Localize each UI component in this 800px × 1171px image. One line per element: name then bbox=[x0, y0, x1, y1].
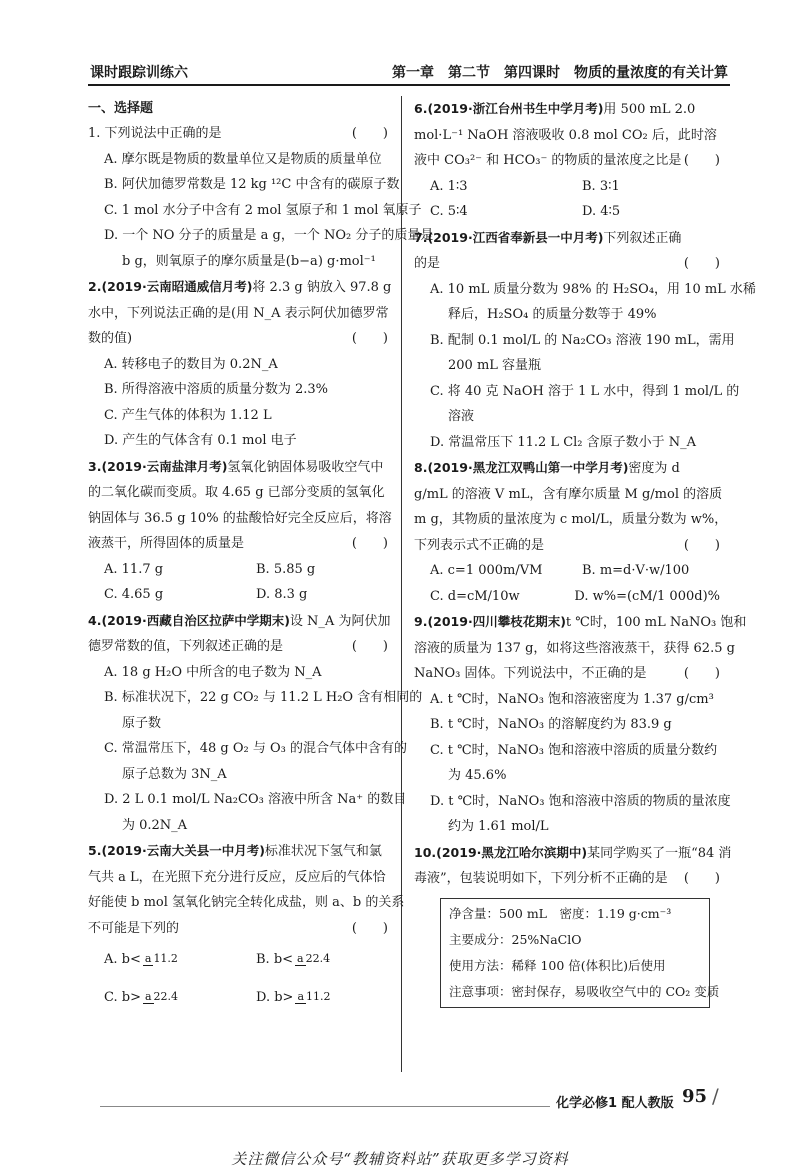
q5-options-cd bbox=[88, 979, 388, 1017]
header-left: 课时跟踪训练六 bbox=[90, 65, 188, 81]
q5-stem: 5.(2019·云南大关县一中月考)标准状况下氢气和氯 bbox=[88, 843, 382, 859]
q7-option-c-cont: 溶液 bbox=[448, 409, 475, 424]
fraction: a 22.4 bbox=[297, 952, 331, 965]
q6-options-ab bbox=[414, 174, 720, 200]
q7-option-a: A. 10 mL 质量分数为 98% 的 H₂SO₄，用 10 mL 水稀 bbox=[430, 281, 756, 297]
q6-stem-cont: mol·L⁻¹ NaOH 溶液吸收 0.8 mol CO₂ 后，此时溶 bbox=[414, 127, 717, 143]
q1-option-d: D. 一个 NO 分子的质量是 a g，一个 NO₂ 分子的质量是 bbox=[104, 228, 434, 243]
answer-paren[interactable]: ( ) bbox=[683, 537, 720, 553]
q1-option-c: C. 1 mol 水分子中含有 2 mol 氢原子和 1 mol 氧原子 bbox=[104, 202, 422, 218]
q3-options-ab bbox=[88, 557, 388, 583]
q4-option-b-cont: 原子数 bbox=[122, 715, 162, 731]
q9-option-c: C. t ℃时，NaNO₃ 饱和溶液中溶质的质量分数约 bbox=[430, 742, 718, 758]
q9-option-b: B. t ℃时，NaNO₃ 的溶解度约为 83.9 g bbox=[430, 717, 672, 732]
answer-paren[interactable]: ( ) bbox=[683, 871, 720, 886]
q7-stem-end: 的是 ( ) bbox=[414, 251, 720, 277]
page-number: 95 bbox=[682, 1086, 708, 1107]
q3-option-d: D. 8.3 g bbox=[256, 587, 308, 602]
q10-stem-end: 毒液”，包装说明如下，下列分析不正确的是 ( ) bbox=[414, 866, 720, 892]
product-label-box bbox=[440, 898, 720, 1008]
q5-stem-cont: 气共 a L，在光照下充分进行反应，反应后的气体恰 bbox=[88, 869, 386, 885]
q3-option-c: C. 4.65 g bbox=[104, 587, 164, 602]
q3-stem-end: 液蒸干，所得固体的质量是 ( ) bbox=[88, 531, 388, 557]
box-line: 使用方法：稀释 100 倍(体积比)后使用 bbox=[449, 957, 666, 973]
q9-option-c-cont: 为 45.6% bbox=[448, 768, 507, 783]
q6-option-b: B. 3∶1 bbox=[582, 178, 620, 194]
answer-paren[interactable]: ( ) bbox=[683, 666, 720, 681]
fraction: a 11.2 bbox=[144, 952, 178, 965]
q8-stem: 8.(2019·黑龙江双鸭山第一中学月考)密度为 d bbox=[414, 460, 680, 476]
q3-option-b: B. 5.85 g bbox=[256, 561, 316, 577]
q7-option-c: C. 将 40 克 NaOH 溶于 1 L 水中，得到 1 mol/L 的 bbox=[430, 383, 740, 399]
q4-option-d-cont: 为 0.2N_A bbox=[122, 817, 188, 833]
footer-book-title: 化学必修1 配人教版 bbox=[556, 1096, 674, 1111]
q8-stem-cont: m g，其物质的量浓度为 c mol/L，质量分数为 w%， bbox=[414, 512, 728, 527]
q5-stem-cont: 好能使 b mol 氢氧化钠完全转化成盐，则 a、b 的关系 bbox=[88, 895, 405, 910]
box-line: 净含量：500 mL 密度：1.19 g·cm⁻³ bbox=[449, 905, 672, 921]
left-column bbox=[88, 96, 434, 1017]
q3-stem-cont: 的二氧化碳而变质。取 4.65 g 已部分变质的氢氧化 bbox=[88, 485, 385, 500]
q6-options-cd bbox=[414, 199, 720, 225]
q3-stem: 3.(2019·云南盐津月考)氢氧化钠固体易吸收空气中 bbox=[88, 458, 384, 475]
q2-stem-end: 数的值) ( ) bbox=[88, 326, 388, 352]
answer-paren[interactable]: ( ) bbox=[351, 331, 388, 346]
q1-option-a: A. 摩尔既是物质的数量单位又是物质的质量单位 bbox=[104, 151, 382, 167]
q4-stem-end: 德罗常数的值，下列叙述正确的是 ( ) bbox=[88, 634, 388, 660]
q2-stem: 2.(2019·云南昭通威信月考)将 2.3 g 钠放入 97.8 g bbox=[88, 279, 392, 295]
q2-stem-cont: 水中，下列说法正确的是(用 N_A 表示阿伏加德罗常 bbox=[88, 305, 389, 321]
q7-stem: 7.(2019·江西省奉新县一中月考)下列叙述正确 bbox=[414, 229, 682, 246]
q3-option-a: A. 11.7 g bbox=[104, 561, 164, 577]
q3-stem-cont: 钠固体与 36.5 g 10% 的盐酸恰好完全反应后，将溶 bbox=[88, 510, 392, 526]
fraction: a 22.4 bbox=[144, 990, 179, 1003]
section-title: 一、选择题 bbox=[88, 101, 154, 116]
q9-option-d-cont: 约为 1.61 mol/L bbox=[448, 819, 549, 834]
q6-stem-end: 液中 CO₃²⁻ 和 HCO₃⁻ 的物质的量浓度之比是 ( ) bbox=[414, 148, 720, 174]
answer-paren[interactable]: ( ) bbox=[351, 920, 388, 936]
q4-option-b: B. 标准状况下，22 g CO₂ 与 11.2 L H₂O 含有相同的 bbox=[104, 690, 423, 705]
q7-option-d: D. 常温常压下 11.2 L Cl₂ 含原子数小于 N_A bbox=[430, 434, 697, 450]
box-line: 注意事项：密封保存，易吸收空气中的 CO₂ 变质 bbox=[449, 983, 720, 999]
answer-paren[interactable]: ( ) bbox=[683, 256, 720, 271]
footer-rule bbox=[100, 1106, 550, 1107]
answer-paren[interactable]: ( ) bbox=[351, 126, 388, 141]
q8-stem-end: 下列表示式不正确的是 ( ) bbox=[414, 533, 720, 559]
q5-option-b: B. b< a 22.4 bbox=[256, 952, 331, 967]
q7-option-b: B. 配制 0.1 mol/L 的 Na₂CO₃ 溶液 190 mL，需用 bbox=[430, 332, 735, 348]
right-column bbox=[414, 96, 756, 1008]
q7-option-b-cont: 200 mL 容量瓶 bbox=[448, 358, 542, 373]
q2-option-c: C. 产生气体的体积为 1.12 L bbox=[104, 407, 272, 423]
q5-options-ab bbox=[88, 941, 388, 979]
q8-options-cd bbox=[414, 584, 720, 610]
q9-option-a: A. t ℃时，NaNO₃ 饱和溶液密度为 1.37 g/cm³ bbox=[430, 691, 714, 707]
q4-option-c: C. 常温常压下，48 g O₂ 与 O₃ 的混合气体中含有的 bbox=[104, 741, 408, 756]
q8-options-ab bbox=[414, 558, 720, 584]
q1-option-b: B. 阿伏加德罗常数是 12 kg ¹²C 中含有的碳原子数 bbox=[104, 177, 400, 192]
q9-stem: 9.(2019·四川攀枝花期末)t ℃时，100 mL NaNO₃ 饱和 bbox=[414, 614, 747, 630]
q10-stem: 10.(2019·黑龙江哈尔滨期中)某同学购买了一瓶“84 消 bbox=[414, 844, 732, 861]
q2-option-b: B. 所得溶液中溶质的质量分数为 2.3% bbox=[104, 382, 328, 397]
header-rule bbox=[88, 84, 730, 86]
q4-option-c-cont: 原子总数为 3N_A bbox=[122, 766, 227, 782]
q5-stem-end: 不可能是下列的 ( ) bbox=[88, 916, 388, 942]
q6-option-a: A. 1∶3 bbox=[430, 178, 468, 194]
q8-option-c: C. d=cM/10w bbox=[430, 588, 520, 604]
handwritten-note: 关注微信公众号“教辅资料站”获取更多学习资料 bbox=[231, 1150, 569, 1168]
q1-stem: 1. 下列说法中正确的是 ( ) bbox=[88, 121, 388, 147]
q2-option-a: A. 转移电子的数目为 0.2N_A bbox=[104, 356, 278, 372]
q2-option-d: D. 产生的气体含有 0.1 mol 电子 bbox=[104, 433, 297, 448]
q5-option-a: A. b< a 11.2 bbox=[104, 952, 178, 967]
footer-slash: / bbox=[712, 1084, 719, 1108]
q3-options-cd bbox=[88, 582, 388, 608]
q9-stem-cont: 溶液的质量为 137 g，如将这些溶液蒸干，获得 62.5 g bbox=[414, 640, 735, 656]
box-line: 主要成分：25%NaClO bbox=[449, 931, 582, 947]
q6-option-d: D. 4∶5 bbox=[582, 204, 621, 219]
q6-option-c: C. 5∶4 bbox=[430, 204, 468, 219]
q4-option-d: D. 2 L 0.1 mol/L Na₂CO₃ 溶液中所含 Na⁺ 的数目 bbox=[104, 792, 407, 807]
q4-option-a: A. 18 g H₂O 中所含的电子数为 N_A bbox=[104, 664, 322, 680]
q8-option-b: B. m=d·V·w/100 bbox=[582, 563, 690, 578]
q5-option-d: D. b> a 11.2 bbox=[256, 990, 331, 1005]
q8-option-d: D. w%=(cM/1 000d)% bbox=[574, 588, 720, 604]
q8-option-a: A. c=1 000m/VM bbox=[430, 563, 543, 578]
q7-option-a-cont: 释后，H₂SO₄ 的质量分数等于 49% bbox=[448, 307, 657, 322]
header-right: 第一章 第二节 第四课时 物质的量浓度的有关计算 bbox=[392, 65, 728, 81]
q5-option-c: C. b> a 22.4 bbox=[104, 990, 179, 1005]
answer-paren[interactable]: ( ) bbox=[683, 153, 720, 168]
q8-stem-cont: g/mL 的溶液 V mL，含有摩尔质量 M g/mol 的溶质 bbox=[414, 486, 723, 502]
q1-option-d-cont: b g，则氧原子的摩尔质量是(b−a) g·mol⁻¹ bbox=[122, 253, 376, 269]
answer-paren[interactable]: ( ) bbox=[351, 639, 388, 654]
answer-paren[interactable]: ( ) bbox=[351, 536, 388, 551]
q9-stem-end: NaNO₃ 固体。下列说法中，不正确的是 ( ) bbox=[414, 661, 720, 687]
fraction: a 11.2 bbox=[297, 990, 331, 1003]
q4-stem: 4.(2019·西藏自治区拉萨中学期末)设 N_A 为阿伏加 bbox=[88, 612, 391, 629]
q6-stem: 6.(2019·浙江台州书生中学月考)用 500 mL 2.0 bbox=[414, 101, 696, 117]
q9-option-d: D. t ℃时，NaNO₃ 饱和溶液中溶质的物质的量浓度 bbox=[430, 793, 731, 809]
